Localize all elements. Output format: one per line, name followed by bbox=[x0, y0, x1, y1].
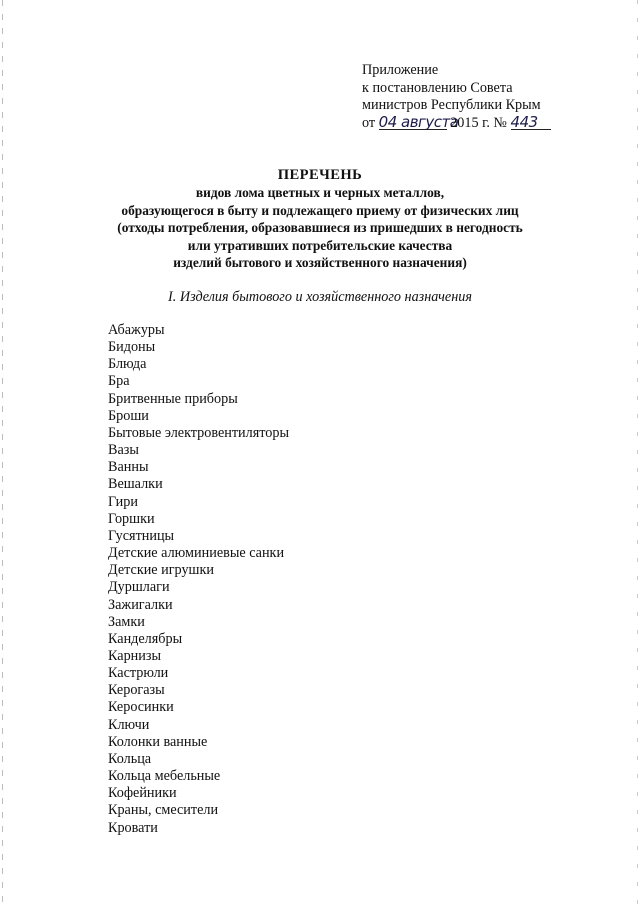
scan-edge-left bbox=[2, 0, 3, 905]
list-item: Бра bbox=[108, 373, 130, 390]
subtitle-line: образующегося в быту и подлежащего приему от физических лиц bbox=[121, 202, 519, 218]
items-list bbox=[108, 322, 289, 837]
list-item: Кастрюли bbox=[108, 665, 169, 682]
list-item: Горшки bbox=[108, 510, 155, 527]
document-heading bbox=[0, 166, 640, 272]
list-item: Гусятницы bbox=[108, 527, 175, 544]
document-subtitle bbox=[60, 184, 580, 272]
subtitle-line: (отходы потребления, образовавшиеся из пришедших в негодность bbox=[117, 220, 523, 236]
subtitle-line: изделий бытового и хозяйственного назначения) bbox=[173, 255, 467, 271]
list-item: Замки bbox=[108, 613, 145, 630]
list-item: Кольца bbox=[108, 750, 152, 767]
handwritten-number: 443 bbox=[511, 115, 551, 130]
scan-edge-right bbox=[637, 0, 638, 905]
list-item: Колонки ванные bbox=[108, 733, 208, 750]
list-item: Вешалки bbox=[108, 476, 163, 493]
document-title: ПЕРЕЧЕНЬ bbox=[277, 167, 363, 183]
list-item: Ключи bbox=[108, 716, 150, 733]
year-text: 2015 г. № bbox=[450, 114, 507, 131]
list-item: Канделябры bbox=[108, 630, 183, 647]
appendix-line-3: министров Республики Крым bbox=[362, 97, 541, 113]
list-item: Детские алюминиевые санки bbox=[108, 545, 285, 562]
appendix-line-2: к постановлению Совета bbox=[362, 79, 513, 96]
list-item: Дуршлаги bbox=[108, 579, 170, 596]
list-item: Зажигалки bbox=[108, 596, 173, 613]
appendix-header bbox=[362, 62, 551, 132]
list-item: Керосинки bbox=[108, 699, 174, 716]
list-item: Краны, смесители bbox=[108, 802, 219, 819]
list-item: Бидоны bbox=[108, 339, 156, 356]
list-item: Кофейники bbox=[108, 785, 177, 802]
list-item: Абажуры bbox=[108, 322, 165, 338]
subtitle-line: видов лома цветных и черных металлов, bbox=[195, 185, 445, 200]
subtitle-line: или утративших потребительские качества bbox=[187, 237, 453, 253]
list-item: Бытовые электровентиляторы bbox=[108, 424, 289, 441]
list-item: Гири bbox=[108, 493, 138, 510]
list-item: Керогазы bbox=[108, 682, 165, 699]
list-item: Карнизы bbox=[108, 647, 161, 664]
handwritten-date: 04 августа bbox=[378, 112, 459, 131]
list-item: Вазы bbox=[108, 442, 139, 459]
list-item: Кровати bbox=[108, 819, 158, 836]
list-item: Броши bbox=[108, 407, 149, 424]
list-item: Блюда bbox=[108, 356, 147, 373]
section-title: I. Изделия бытового и хозяйственного назначения bbox=[168, 289, 472, 305]
appendix-line-1: Приложение bbox=[362, 62, 439, 78]
list-item: Кольца мебельные bbox=[108, 768, 221, 785]
date-prefix: от bbox=[362, 114, 376, 131]
list-item: Ванны bbox=[108, 459, 149, 476]
appendix-date-row bbox=[362, 112, 551, 133]
list-item: Бритвенные приборы bbox=[108, 390, 238, 407]
list-item: Детские игрушки bbox=[108, 562, 214, 579]
